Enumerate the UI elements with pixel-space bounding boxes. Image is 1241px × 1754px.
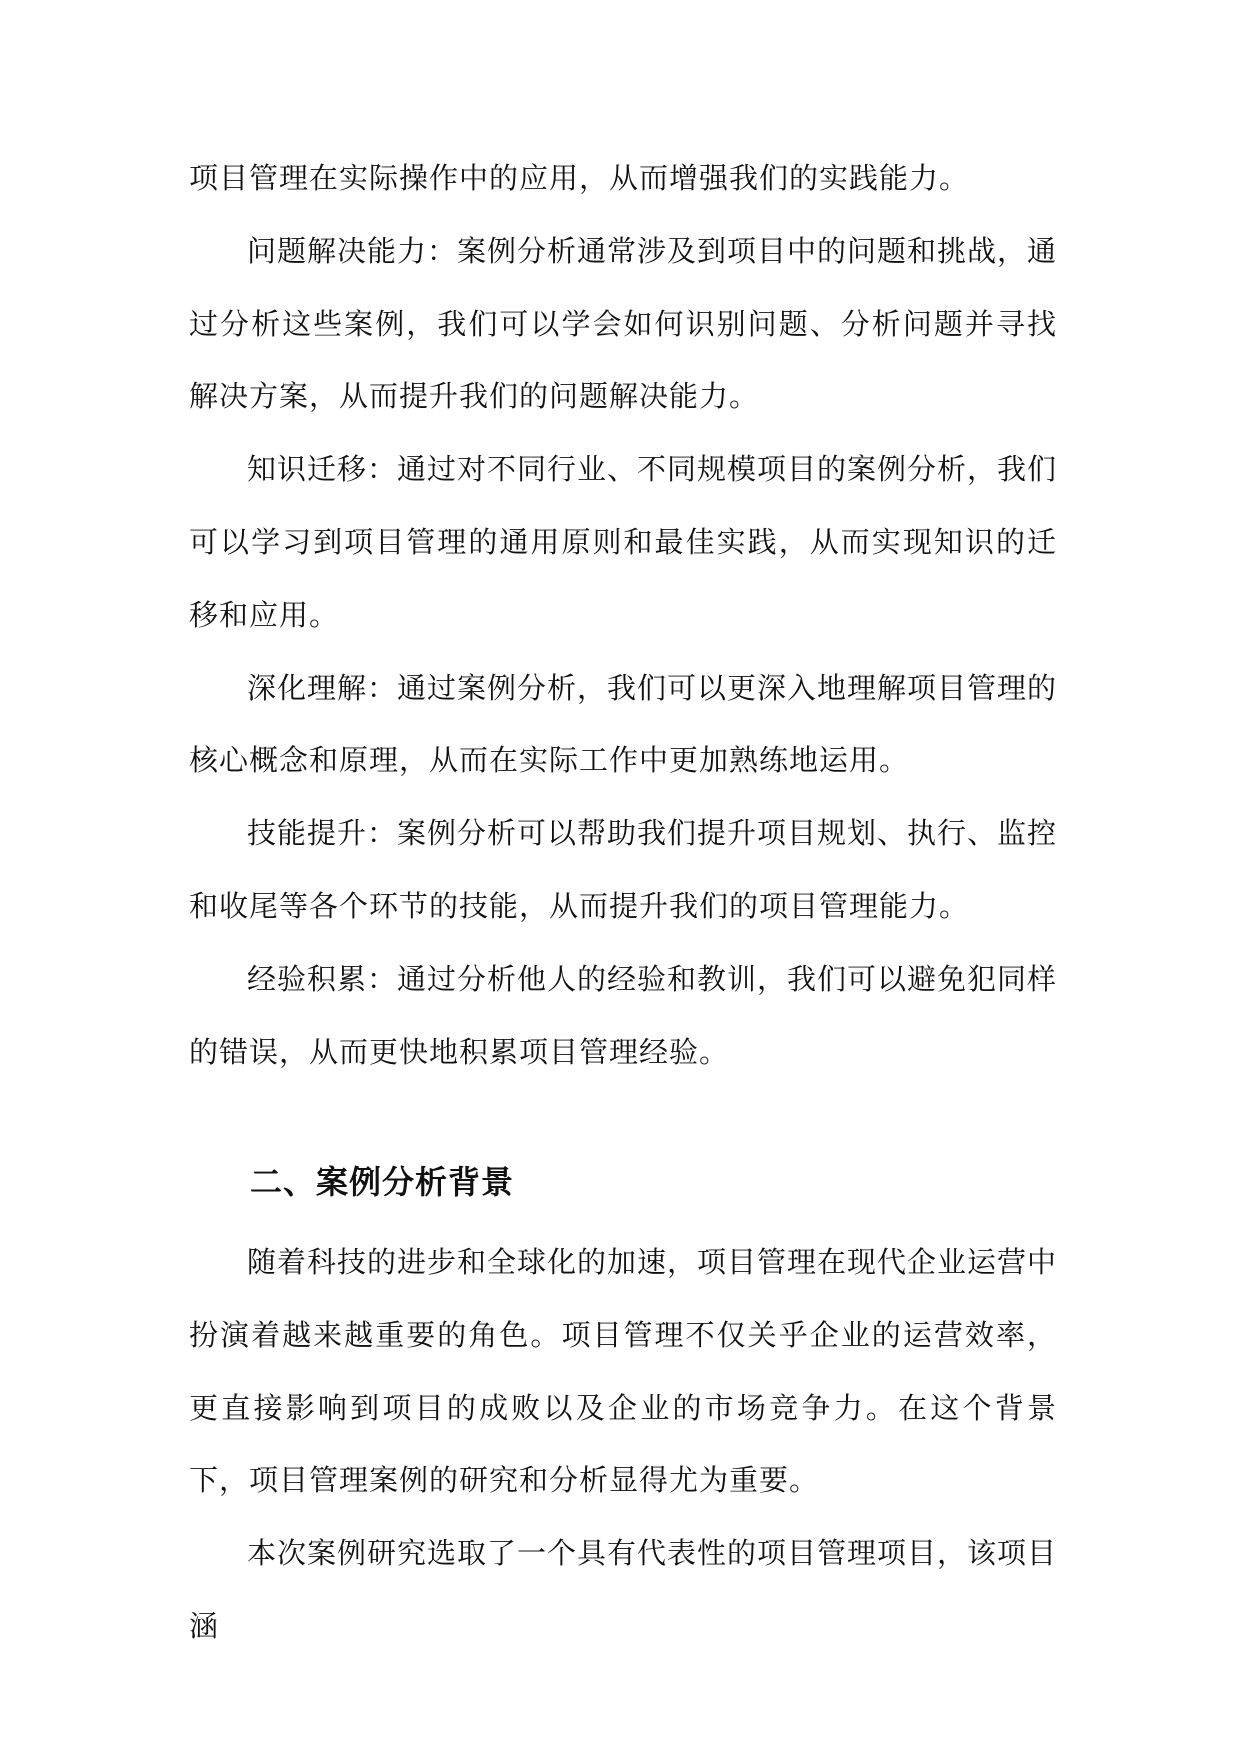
paragraph-experience-accumulation: 经验积累：通过分析他人的经验和教训，我们可以避免犯同样的错误，从而更快地积累项目管理经验。 (189, 961, 1058, 1069)
paragraph-knowledge-transfer: 知识迁移：通过对不同行业、不同规模项目的案例分析，我们可以学习到项目管理的通用原则和最佳实践，从而实现知识的迁移和应用。 (189, 452, 1058, 632)
paragraph-problem-solving: 问题解决能力：案例分析通常涉及到项目中的问题和挑战，通过分析这些案例，我们可以学会如何识别问题、分析问题并寻找解决方案，从而提升我们的问题解决能力。 (189, 233, 1058, 414)
section-body (189, 1226, 1057, 1663)
document-body (189, 142, 1057, 1088)
paragraph-case-selection: 本次案例研究选取了一个具有代表性的项目管理项目，该项目涵 (189, 1536, 1058, 1643)
paragraph-skill-improvement: 技能提升：案例分析可以帮助我们提升项目规划、执行、监控和收尾等各个环节的技能，从而提升我们的项目管理能力。 (189, 816, 1058, 923)
paragraph-deeper-understanding: 深化理解：通过案例分析，我们可以更深入地理解项目管理的核心概念和原理，从而在实际工作中更加熟练地运用。 (189, 670, 1058, 778)
section-heading: 二、案例分析背景 (250, 1163, 515, 1201)
continuation-paragraph: 项目管理在实际操作中的应用，从而增强我们的实践能力。 (189, 161, 970, 195)
paragraph-background: 随着科技的进步和全球化的加速，项目管理在现代企业运营中扮演着越来越重要的角色。项目管理不仅关乎企业的运营效率，更直接影响到项目的成败以及企业的市场竞争力。在这个背景下，项目管理案例的研究和分析显得尤为重要。 (189, 1245, 1058, 1498)
